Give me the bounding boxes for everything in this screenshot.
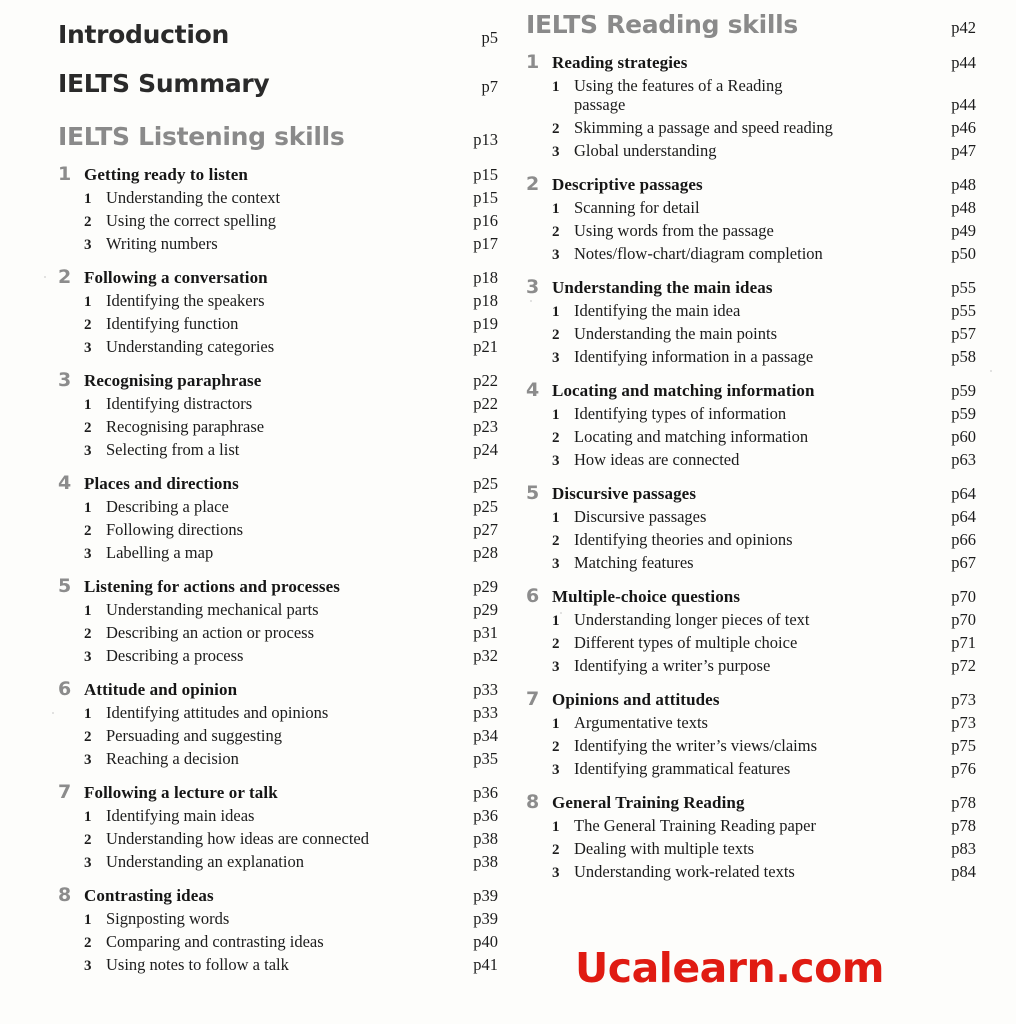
subsection-row[interactable] <box>58 543 498 563</box>
subsection-number: 2 <box>84 832 92 848</box>
subsection-page: p24 <box>473 440 498 459</box>
unit-number: 2 <box>526 172 540 195</box>
subsection-row[interactable] <box>526 759 976 779</box>
subsection-row[interactable] <box>58 440 498 460</box>
unit-title: Listening for actions and processes <box>84 577 341 596</box>
subsection-number: 3 <box>84 649 92 665</box>
subsection-title-line1: Using the features of a Reading <box>574 76 783 95</box>
unit-page: p36 <box>473 783 498 802</box>
subsection-row[interactable] <box>58 955 498 975</box>
subsection-row[interactable] <box>526 221 976 241</box>
subsection-title: Using words from the passage <box>574 220 774 240</box>
unit-title: Following a conversation <box>84 268 268 287</box>
unit-page: p29 <box>473 577 498 596</box>
subsection-page: p40 <box>473 932 498 951</box>
subsection-page: p22 <box>473 394 498 413</box>
subsection-page: p59 <box>951 403 976 423</box>
subsection-number: 2 <box>84 523 92 539</box>
subsection-page: p28 <box>473 543 498 562</box>
subsection-number: 3 <box>552 761 560 778</box>
unit-heading[interactable] <box>58 783 498 803</box>
unit-number: 4 <box>58 472 72 494</box>
unit-number: 7 <box>526 687 540 710</box>
unit-page: p64 <box>951 483 976 503</box>
unit-page: p15 <box>473 165 498 184</box>
subsection-number: 3 <box>552 658 560 675</box>
subsection-page: p39 <box>473 909 498 928</box>
subsection-row[interactable] <box>58 394 498 414</box>
subsection-number: 2 <box>84 626 92 642</box>
subsection-title: Identifying function <box>106 314 239 333</box>
unit-title: Getting ready to listen <box>84 165 248 184</box>
part-heading-reading[interactable] <box>526 10 976 39</box>
subsection-number: 3 <box>552 555 560 572</box>
subsection-page: p49 <box>951 220 976 240</box>
subsection-title: Different types of multiple choice <box>574 632 798 652</box>
toc-entry-introduction[interactable] <box>58 20 498 49</box>
unit-number: 1 <box>58 163 72 185</box>
subsection-page: p35 <box>473 749 498 768</box>
unit-reading-3 <box>526 275 976 367</box>
unit-listening-1 <box>58 165 498 254</box>
unit-reading-2 <box>526 172 976 264</box>
subsection-page: p25 <box>473 497 498 516</box>
subsection-number: 1 <box>84 706 92 722</box>
unit-heading[interactable] <box>526 53 976 73</box>
unit-title: Following a lecture or talk <box>84 783 278 802</box>
subsection-number: 1 <box>552 406 560 423</box>
subsection-page: p18 <box>473 291 498 310</box>
unit-listening-5 <box>58 577 498 666</box>
subsection-row[interactable] <box>58 623 498 643</box>
part-heading-reading-title: IELTS Reading skills <box>526 10 798 39</box>
subsection-row[interactable] <box>526 633 976 653</box>
subsection-number: 3 <box>552 143 560 160</box>
subsection-row[interactable] <box>58 211 498 231</box>
subsection-page: p84 <box>951 861 976 881</box>
subsection-title: Understanding mechanical parts <box>106 600 319 619</box>
unit-number: 8 <box>526 790 540 813</box>
unit-title: General Training Reading <box>552 792 745 812</box>
subsection-number: 3 <box>84 443 92 459</box>
subsection-page: p78 <box>951 815 976 835</box>
unit-page: p48 <box>951 174 976 194</box>
unit-listening-4 <box>58 474 498 563</box>
subsection-number: 2 <box>552 326 560 343</box>
subsection-title: Describing an action or process <box>106 623 315 642</box>
subsection-title: Identifying the writer’s views/claims <box>574 735 818 755</box>
unit-page: p25 <box>473 474 498 493</box>
subsection-number: 2 <box>552 841 560 858</box>
subsection-title: Understanding an explanation <box>106 852 304 871</box>
subsection-row[interactable] <box>58 646 498 666</box>
subsection-row[interactable] <box>526 427 976 447</box>
subsection-row[interactable] <box>526 76 976 115</box>
subsection-number: 2 <box>552 429 560 446</box>
subsection-title: Identifying types of information <box>574 403 787 423</box>
part-heading-reading-page: p42 <box>951 18 976 37</box>
subsection-page: p71 <box>951 632 976 652</box>
subsection-title: Identifying grammatical features <box>574 758 791 778</box>
subsection-number: 3 <box>84 958 92 974</box>
unit-listening-7 <box>58 783 498 872</box>
subsection-number: 3 <box>84 752 92 768</box>
subsection-page: p47 <box>951 140 976 160</box>
subsection-page: p38 <box>473 829 498 848</box>
part-heading-listening[interactable] <box>58 122 498 151</box>
unit-reading-4 <box>526 378 976 470</box>
subsection-page: p17 <box>473 234 498 253</box>
unit-page: p33 <box>473 680 498 699</box>
subsection-number: 3 <box>84 546 92 562</box>
unit-title: Opinions and attitudes <box>552 689 720 709</box>
unit-number: 8 <box>58 884 72 906</box>
subsection-page: p34 <box>473 726 498 745</box>
unit-page: p70 <box>951 586 976 606</box>
subsection-page: p23 <box>473 417 498 436</box>
unit-title: Locating and matching information <box>552 380 815 400</box>
subsection-title: Skimming a passage and speed reading <box>574 117 833 137</box>
subsection-row[interactable] <box>58 806 498 826</box>
subsection-row[interactable] <box>58 932 498 952</box>
unit-heading[interactable] <box>58 577 498 597</box>
subsection-page: p44 <box>951 94 976 114</box>
subsection-row[interactable] <box>526 507 976 527</box>
unit-reading-1 <box>526 53 976 161</box>
unit-title: Reading strategies <box>552 53 688 72</box>
unit-title: Recognising paraphrase <box>84 371 262 390</box>
subsection-number: 1 <box>552 818 560 835</box>
subsection-row[interactable] <box>526 347 976 367</box>
subsection-page: p83 <box>951 838 976 858</box>
subsection-number: 3 <box>552 246 560 263</box>
subsection-title: Identifying information in a passage <box>574 346 814 366</box>
subsection-page: p36 <box>473 806 498 825</box>
subsection-number: 3 <box>84 340 92 356</box>
subsection-title: Describing a place <box>106 497 229 516</box>
subsection-row[interactable] <box>58 291 498 311</box>
subsection-row[interactable] <box>526 198 976 218</box>
subsection-row[interactable] <box>58 234 498 254</box>
subsection-page: p41 <box>473 955 498 974</box>
subsection-title: Understanding work-related texts <box>574 861 795 881</box>
unit-listening-6 <box>58 680 498 769</box>
subsection-page: p55 <box>951 300 976 320</box>
subsection-row[interactable] <box>526 118 976 138</box>
subsection-title: Comparing and contrasting ideas <box>106 932 324 951</box>
subsection-page: p38 <box>473 852 498 871</box>
subsection-number: 3 <box>552 864 560 881</box>
subsection-row[interactable] <box>526 244 976 264</box>
subsection-number: 1 <box>552 79 560 95</box>
unit-heading[interactable] <box>58 268 498 288</box>
unit-number: 1 <box>526 51 540 73</box>
subsection-page: p50 <box>951 243 976 263</box>
subsection-title: Global understanding <box>574 140 717 160</box>
subsection-page: p75 <box>951 735 976 755</box>
subsection-row[interactable] <box>58 749 498 769</box>
subsection-number: 1 <box>84 500 92 516</box>
subsection-title: Scanning for detail <box>574 197 700 217</box>
unit-number: 3 <box>526 275 540 298</box>
unit-heading[interactable] <box>58 886 498 906</box>
subsection-title: Identifying main ideas <box>106 806 255 825</box>
subsection-title: Following directions <box>106 520 244 539</box>
unit-heading[interactable] <box>526 275 976 298</box>
subsection-page: p66 <box>951 529 976 549</box>
subsection-page: p31 <box>473 623 498 642</box>
right-column <box>512 0 1016 1024</box>
subsection-row[interactable] <box>58 829 498 849</box>
unit-title: Places and directions <box>84 474 239 493</box>
subsection-row[interactable] <box>58 520 498 540</box>
subsection-title: Describing a process <box>106 646 244 665</box>
unit-heading[interactable] <box>526 790 976 813</box>
subsection-title: Signposting words <box>106 909 230 928</box>
subsection-number: 1 <box>84 603 92 619</box>
subsection-title: Discursive passages <box>574 506 707 526</box>
unit-heading[interactable] <box>58 474 498 494</box>
subsection-number: 1 <box>84 191 92 207</box>
subsection-row[interactable] <box>526 553 976 573</box>
unit-listening-3 <box>58 371 498 460</box>
subsection-number: 1 <box>84 294 92 310</box>
unit-page: p22 <box>473 371 498 390</box>
subsection-title: Identifying a writer’s purpose <box>574 655 771 675</box>
unit-heading[interactable] <box>526 172 976 195</box>
subsection-page: p64 <box>951 506 976 526</box>
subsection-row[interactable] <box>58 703 498 723</box>
subsection-number: 2 <box>84 935 92 951</box>
subsection-number: 2 <box>84 317 92 333</box>
subsection-number: 1 <box>552 612 560 629</box>
subsection-number: 2 <box>552 532 560 549</box>
subsection-page: p73 <box>951 712 976 732</box>
unit-number: 2 <box>58 266 72 288</box>
unit-number: 6 <box>526 584 540 607</box>
unit-page: p73 <box>951 689 976 709</box>
subsection-page: p15 <box>473 188 498 207</box>
subsection-number: 1 <box>552 200 560 217</box>
introduction-title: Introduction <box>58 20 229 49</box>
unit-heading[interactable] <box>58 680 498 700</box>
subsection-row[interactable] <box>526 656 976 676</box>
subsection-row[interactable] <box>526 839 976 859</box>
unit-page: p55 <box>951 277 976 297</box>
subsection-page: p29 <box>473 600 498 619</box>
subsection-page: p16 <box>473 211 498 230</box>
subsection-title <box>574 76 924 115</box>
unit-title: Multiple-choice questions <box>552 586 741 606</box>
subsection-title: Matching features <box>574 552 694 572</box>
unit-page: p44 <box>951 53 976 72</box>
subsection-row[interactable] <box>526 713 976 733</box>
subsection-page: p72 <box>951 655 976 675</box>
subsection-page: p46 <box>951 117 976 137</box>
subsection-title: Using the correct spelling <box>106 211 276 230</box>
subsection-row[interactable] <box>58 188 498 208</box>
unit-reading-6 <box>526 584 976 676</box>
unit-heading[interactable] <box>58 371 498 391</box>
subsection-row[interactable] <box>526 610 976 630</box>
subsection-row[interactable] <box>58 497 498 517</box>
subsection-number: 3 <box>552 452 560 469</box>
subsection-page: p58 <box>951 346 976 366</box>
subsection-row[interactable] <box>58 726 498 746</box>
subsection-title: Writing numbers <box>106 234 218 253</box>
subsection-row[interactable] <box>526 404 976 424</box>
subsection-row[interactable] <box>526 141 976 161</box>
unit-reading-7 <box>526 687 976 779</box>
unit-number: 7 <box>58 781 72 803</box>
unit-title: Contrasting ideas <box>84 886 214 905</box>
unit-number: 5 <box>526 481 540 504</box>
subsection-number: 3 <box>84 237 92 253</box>
subsection-row[interactable] <box>526 301 976 321</box>
subsection-title-line2: passage <box>574 95 626 115</box>
unit-title: Attitude and opinion <box>84 680 238 699</box>
unit-page: p78 <box>951 792 976 812</box>
subsection-title: Reaching a decision <box>106 749 239 768</box>
subsection-number: 3 <box>552 349 560 366</box>
unit-title: Discursive passages <box>552 483 697 503</box>
subsection-page: p19 <box>473 314 498 333</box>
subsection-title: Understanding the main points <box>574 323 778 343</box>
subsection-number: 3 <box>84 855 92 871</box>
unit-page: p59 <box>951 380 976 400</box>
subsection-number: 2 <box>552 223 560 240</box>
subsection-title: Identifying the speakers <box>106 291 265 310</box>
subsection-title: Labelling a map <box>106 543 214 562</box>
unit-number: 3 <box>58 369 72 391</box>
unit-title: Descriptive passages <box>552 174 703 194</box>
ielts-summary-title: IELTS Summary <box>58 69 270 98</box>
subsection-page: p33 <box>473 703 498 722</box>
subsection-row[interactable] <box>58 909 498 929</box>
unit-heading[interactable] <box>526 687 976 710</box>
subsection-row[interactable] <box>58 417 498 437</box>
unit-reading-8 <box>526 790 976 882</box>
subsection-title: Identifying distractors <box>106 394 253 413</box>
subsection-number: 1 <box>552 509 560 526</box>
subsection-row[interactable] <box>526 450 976 470</box>
subsection-page: p60 <box>951 426 976 446</box>
subsection-row[interactable] <box>526 324 976 344</box>
subsection-number: 1 <box>84 809 92 825</box>
unit-heading[interactable] <box>526 378 976 401</box>
subsection-title: Locating and matching information <box>574 426 809 446</box>
subsection-number: 2 <box>552 738 560 755</box>
ielts-summary-page: p7 <box>481 77 498 96</box>
subsection-row[interactable] <box>526 736 976 756</box>
unit-page: p39 <box>473 886 498 905</box>
subsection-title: Notes/flow-chart/diagram completion <box>574 243 823 263</box>
subsection-page: p70 <box>951 609 976 629</box>
subsection-page: p27 <box>473 520 498 539</box>
subsection-row[interactable] <box>526 816 976 836</box>
subsection-row[interactable] <box>58 852 498 872</box>
subsection-title: Identifying theories and opinions <box>574 529 793 549</box>
subsection-number: 1 <box>84 397 92 413</box>
subsection-title: Recognising paraphrase <box>106 417 265 436</box>
subsection-number: 2 <box>552 635 560 652</box>
unit-number: 5 <box>58 575 72 597</box>
unit-heading[interactable] <box>58 165 498 185</box>
subsection-number: 2 <box>552 120 560 137</box>
unit-number: 6 <box>58 678 72 700</box>
subsection-row[interactable] <box>58 337 498 357</box>
subsection-page: p32 <box>473 646 498 665</box>
subsection-title: Selecting from a list <box>106 440 240 459</box>
unit-heading[interactable] <box>526 481 976 504</box>
subsection-number: 2 <box>84 214 92 230</box>
subsection-number: 1 <box>84 912 92 928</box>
ucalearn-watermark: Ucalearn.com <box>575 944 884 992</box>
subsection-page: p67 <box>951 552 976 572</box>
subsection-title: How ideas are connected <box>574 449 740 469</box>
part-heading-listening-title: IELTS Listening skills <box>58 122 345 151</box>
subsection-row[interactable] <box>58 600 498 620</box>
subsection-title: Argumentative texts <box>574 712 708 732</box>
subsection-title: Dealing with multiple texts <box>574 838 755 858</box>
subsection-title: Identifying the main idea <box>574 300 741 320</box>
subsection-page: p63 <box>951 449 976 469</box>
subsection-row[interactable] <box>526 530 976 550</box>
subsection-title: Understanding the context <box>106 188 281 207</box>
subsection-title: Identifying attitudes and opinions <box>106 703 329 722</box>
unit-heading[interactable] <box>526 584 976 607</box>
subsection-title: The General Training Reading paper <box>574 815 816 835</box>
subsection-title: Persuading and suggesting <box>106 726 282 745</box>
subsection-title: Understanding categories <box>106 337 275 356</box>
introduction-page: p5 <box>481 28 498 47</box>
subsection-page: p57 <box>951 323 976 343</box>
subsection-page: p48 <box>951 197 976 217</box>
subsection-row[interactable] <box>526 862 976 882</box>
subsection-number: 1 <box>552 303 560 320</box>
subsection-number: 2 <box>84 729 92 745</box>
subsection-page: p21 <box>473 337 498 356</box>
subsection-title: Understanding longer pieces of text <box>574 609 810 629</box>
toc-entry-ielts-summary[interactable] <box>58 69 498 98</box>
subsection-title: Understanding how ideas are connected <box>106 829 369 848</box>
unit-reading-5 <box>526 481 976 573</box>
unit-listening-8 <box>58 886 498 975</box>
subsection-title: Using notes to follow a talk <box>106 955 289 974</box>
subsection-row[interactable] <box>58 314 498 334</box>
subsection-number: 1 <box>552 715 560 732</box>
unit-title: Understanding the main ideas <box>552 277 773 297</box>
unit-number: 4 <box>526 378 540 401</box>
unit-listening-2 <box>58 268 498 357</box>
subsection-number: 2 <box>84 420 92 436</box>
subsection-page: p76 <box>951 758 976 778</box>
unit-page: p18 <box>473 268 498 287</box>
part-heading-listening-page: p13 <box>473 130 498 149</box>
